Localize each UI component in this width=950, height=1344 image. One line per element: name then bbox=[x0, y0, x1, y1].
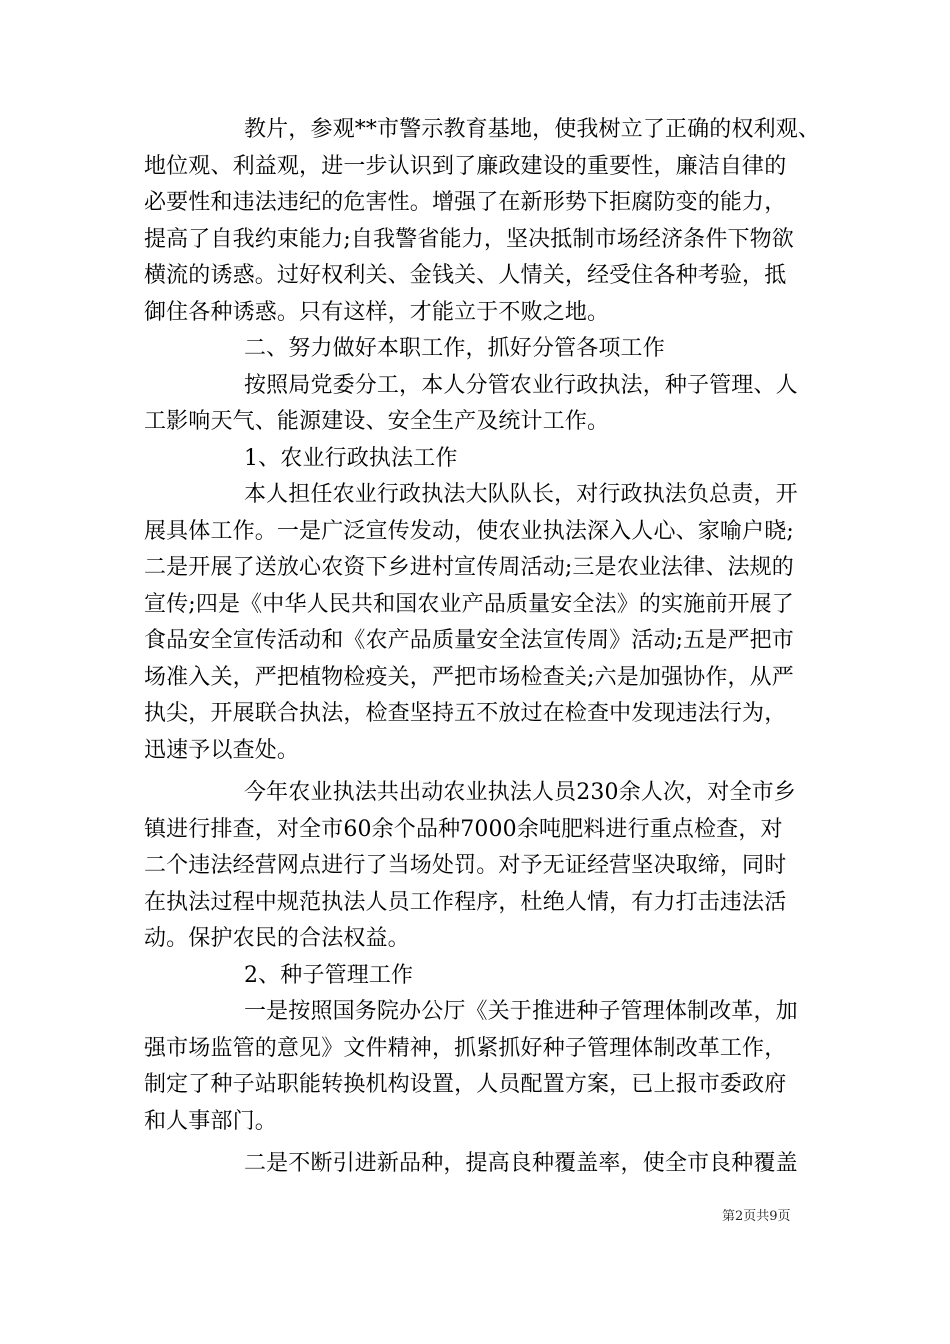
text-line: 镇进行排查，对全市60余个品种7000余吨肥料进行重点检查，对 bbox=[144, 816, 783, 842]
text-line: 场准入关，严把植物检疫关，严把市场检查关;六是加强协作，从严 bbox=[144, 664, 794, 690]
text-line: 二是不断引进新品种，提高良种覆盖率，使全市良种覆盖 bbox=[244, 1151, 798, 1176]
text-line: 今年农业执法共出动农业执法人员230余人次，对全市乡 bbox=[244, 780, 796, 805]
subsection-heading: 1、农业行政执法工作 bbox=[244, 445, 458, 471]
text-line: 提高了自我约束能力;自我警省能力，坚决抵制市场经济条件下物欲 bbox=[144, 226, 794, 252]
text-line: 宣传;四是《中华人民共和国农业产品质量安全法》的实施前开展了 bbox=[144, 591, 794, 617]
text-line: 展具体工作。一是广泛宣传发动，使农业执法深入人心、家喻户晓; bbox=[144, 518, 794, 544]
text-line: 执尖，开展联合执法，检查坚持五不放过在检查中发现违法行为， bbox=[144, 701, 787, 726]
text-line: 御住各种诱惑。只有这样，才能立于不败之地。 bbox=[144, 299, 610, 325]
text-line: 在执法过程中规范执法人员工作程序，杜绝人情，有力打击违法活 bbox=[144, 889, 787, 915]
text-line: 本人担任农业行政执法大队队长，对行政执法负总责，开 bbox=[244, 482, 798, 507]
text-line: 一是按照国务院办公厅《关于推进种子管理体制改革，加 bbox=[244, 999, 798, 1024]
text-line: 地位观、利益观，进一步认识到了廉政建设的重要性，廉洁自律的 bbox=[144, 153, 787, 179]
text-line: 动。保护农民的合法权益。 bbox=[144, 926, 410, 951]
text-line: 教片，参观**市警示教育基地，使我树立了正确的权利观、 bbox=[244, 117, 821, 142]
text-line: 必要性和违法违纪的危害性。增强了在新形势下拒腐防变的能力， bbox=[144, 190, 787, 215]
text-line: 迅速予以查处。 bbox=[144, 737, 300, 763]
subsection-heading: 2、种子管理工作 bbox=[244, 962, 414, 988]
section-heading: 二、努力做好本职工作，抓好分管各项工作 bbox=[244, 336, 665, 361]
text-line: 强市场监管的意见》文件精神，抓紧抓好种子管理体制改革工作， bbox=[144, 1035, 787, 1061]
page-number: 第2页共9页 bbox=[722, 1209, 791, 1224]
text-line: 食品安全宣传活动和《农产品质量安全法宣传周》活动;五是严把市 bbox=[144, 628, 794, 653]
document-body bbox=[144, 112, 821, 1183]
text-line: 二是开展了送放心农资下乡进村宣传周活动;三是农业法律、法规的 bbox=[144, 555, 794, 580]
text-line: 按照局党委分工，本人分管农业行政执法，种子管理、人 bbox=[244, 372, 798, 398]
text-line: 制定了种子站职能转换机构设置，人员配置方案，已上报市委政府 bbox=[144, 1072, 787, 1097]
text-line: 二个违法经营网点进行了当场处罚。对予无证经营坚决取缔，同时 bbox=[144, 853, 787, 878]
text-line: 和人事部门。 bbox=[144, 1108, 277, 1134]
text-line: 横流的诱惑。过好权利关、金钱关、人情关，经受住各种考验，抵 bbox=[144, 263, 787, 288]
text-line: 工影响天气、能源建设、安全生产及统计工作。 bbox=[144, 409, 610, 434]
